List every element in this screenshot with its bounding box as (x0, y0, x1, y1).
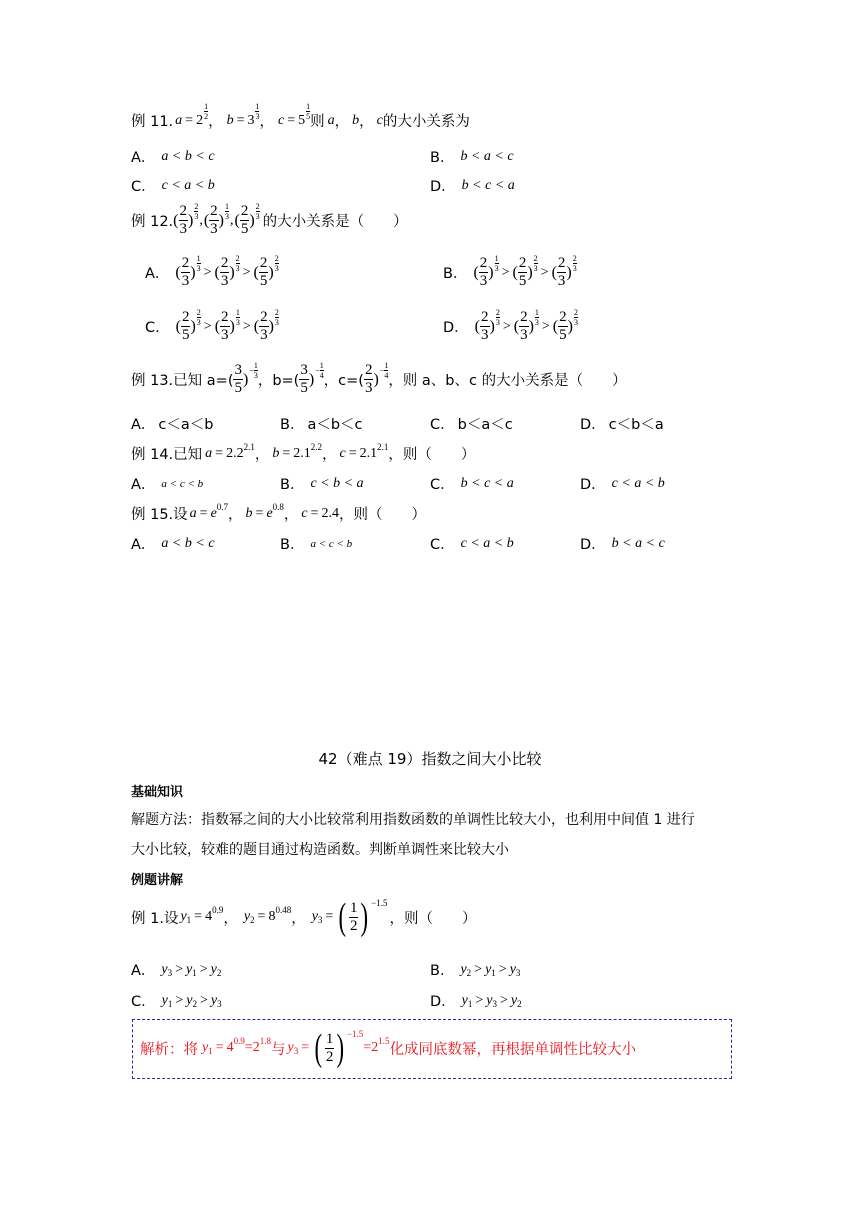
option-letter: B． (280, 477, 305, 493)
option-expr: b < c < a (461, 177, 515, 193)
c-exponent: − $\frac{1}{4}$ (379, 360, 389, 380)
separator: > (501, 264, 510, 280)
option-expr: a < c < b (310, 537, 353, 550)
var-y: y (510, 992, 518, 1008)
ex15-pre: 设 (173, 507, 188, 523)
option-letter: D． (580, 417, 606, 433)
var-y: y (180, 909, 187, 924)
ex11-option-c[interactable] (131, 175, 215, 196)
separator: > (175, 961, 184, 977)
var-y: y (243, 909, 251, 924)
separator: > (199, 992, 208, 1008)
ex12-stem (131, 201, 408, 237)
separator: > (199, 961, 208, 977)
option-letter: A． (131, 537, 156, 553)
option-letter: B． (280, 537, 305, 553)
ex12-stem-terms (173, 201, 260, 237)
c-exponent: $\frac{1}{5}$ (306, 101, 311, 121)
var-y: y (202, 1040, 209, 1055)
option-expr: c＜b＜a (608, 417, 664, 433)
option-letter: D． (443, 320, 469, 336)
ex1-stem: 例 1. 设 y $_1$ = 4 0.9 ， y $_2$ = 8 0.48 ， y $_3$ = ( $\frac{1}{2}$ ) −1.5 ，则（ ） (131, 896, 477, 938)
option-letter: C． (430, 477, 455, 493)
ex15-option-d[interactable] (580, 533, 665, 554)
option-letter: C． (145, 320, 170, 336)
y1-base: 4 (205, 909, 213, 924)
c-exponent: 2.1 (377, 441, 389, 452)
equals-sign: = (287, 112, 296, 128)
ex15-option-c[interactable] (430, 533, 514, 554)
ex14-pre: 已知 (173, 447, 203, 463)
ex13-b-pre: ，b=( (257, 373, 300, 389)
ex12-option-c[interactable] (145, 307, 279, 343)
separator: > (540, 264, 549, 280)
option-expr: a＜b＜c (307, 417, 363, 433)
option-letter: B． (443, 266, 468, 282)
a-exponent: 0.7 (216, 501, 229, 512)
var-y: y (186, 961, 193, 977)
power-term: ( $\frac{2}{3}$ ) $\frac{1}{3}$ (175, 253, 201, 289)
option-letter: D． (580, 477, 606, 493)
separator: > (242, 264, 251, 280)
var-a: a (327, 112, 335, 128)
basics-heading: 基础知识 (131, 785, 184, 800)
b-exponent: $\frac{1}{3}$ (255, 101, 260, 121)
option-expr: c < a < b (460, 535, 514, 551)
option-letter: D． (430, 994, 456, 1010)
var-y: y (311, 909, 318, 924)
option-letter: B． (430, 150, 455, 166)
analysis-text: 解析：将 y $_1$ = 4 0.9 =2 1.8 与 y $_3$ = ( $\frac{1}{2}$ ) −1.5 =2 1.5 化成同底数幂，再根据单调性比较大小 (140, 1027, 636, 1069)
ex1-option-d[interactable]: D． y $_1$ > y $_3$ > y $_2$ (430, 990, 522, 1011)
ex12-label: 例 12. (131, 214, 174, 230)
power-term: ( $\frac{2}{3}$ ) $\frac{2}{3}$ (253, 307, 279, 343)
power-term: ( $\frac{2}{3}$ ) $\frac{2}{3}$ (551, 253, 577, 289)
c-base: 5 (298, 112, 306, 128)
var-b: b (272, 445, 280, 461)
power-term: ( $\frac{2}{3}$ ) $\frac{2}{3}$ (173, 201, 199, 237)
ex1-tail: ，则（ ） (389, 910, 477, 927)
ex15-label: 例 15. (131, 507, 174, 523)
method-line-2: 大小比较，较难的题目通过构造函数。判断单调性来比较大小 (131, 842, 509, 858)
ex11-option-d[interactable] (430, 175, 515, 196)
power-term: ( $\frac{2}{3}$ ) $\frac{1}{3}$ (513, 307, 539, 343)
option-letter: A． (131, 417, 156, 433)
option-expr: a < b < c (161, 148, 215, 164)
option-letter: A． (131, 963, 156, 979)
option-expr (474, 307, 578, 343)
option-expr: b < c < a (460, 475, 514, 491)
ex14-option-d[interactable] (580, 473, 665, 494)
ex1-option-a[interactable]: A． y $_3$ > y $_1$ > y $_2$ (131, 959, 221, 980)
b-base: 2.1 (293, 445, 311, 461)
power-term: ( $\frac{2}{3}$ ) $\frac{1}{3}$ (214, 307, 240, 343)
ex13-a-pre: 已知 a=( (173, 373, 234, 389)
var-y: y (460, 961, 467, 977)
option-expr: a < b < c (161, 535, 215, 551)
section-title: 42（难点 19）指数之间大小比较 (318, 750, 542, 768)
var-y: y (486, 992, 493, 1008)
ex13-label: 例 13. (131, 373, 174, 389)
var-y: y (186, 992, 193, 1008)
a-base: 2 (196, 112, 204, 128)
y1-exponent: 0.9 (212, 905, 224, 915)
option-expr: c < a < b (161, 177, 215, 193)
power-term: ( $\frac{2}{5}$ ) $\frac{2}{3}$ (175, 307, 201, 343)
power-term: ( $\frac{2}{3}$ ) $\frac{1}{3}$ (203, 201, 229, 237)
var-a: a (175, 112, 183, 128)
ex13-option-b[interactable] (280, 413, 363, 434)
var-y: y (210, 992, 218, 1008)
option-letter: B． (280, 417, 305, 433)
power-term: ( $\frac{2}{5}$ ) $\frac{2}{3}$ (253, 253, 279, 289)
ex14-tail: ，则（ ） (388, 447, 476, 463)
option-expr: c < b < a (310, 475, 364, 491)
ex11-label: 例 11. (131, 114, 174, 130)
option-letter: B． (430, 963, 455, 979)
power-term: ( $\frac{2}{3}$ ) $\frac{2}{3}$ (214, 253, 240, 289)
b-exponent: 2.2 (310, 441, 322, 452)
var-y: y (461, 992, 468, 1008)
var-y: y (161, 992, 168, 1008)
y3-result: =2 (363, 1040, 379, 1055)
option-letter: C． (131, 179, 156, 195)
option-letter: A． (131, 477, 156, 493)
var-b: b (245, 505, 253, 521)
c-value: 2.4 (321, 505, 340, 521)
ex15-option-b[interactable] (280, 533, 352, 554)
option-expr: b＜a＜c (457, 417, 513, 433)
analysis-prefix: 解析：将 (140, 1041, 198, 1058)
var-c: c (376, 112, 383, 128)
equals-sign: = (236, 112, 245, 128)
power-term: ( $\frac{2}{3}$ ) $\frac{2}{3}$ (474, 307, 500, 343)
y1-result: =2 (244, 1040, 260, 1055)
ex13-tail: ，则 a、b、c 的大小关系是（ ） (388, 373, 627, 389)
ex1-pre: 设 (163, 910, 179, 927)
y3-exponent: −1.5 (371, 898, 388, 908)
option-expr (473, 253, 577, 289)
ex13-stem: 例 13. 已知 a=( $\frac{3}{5}$ ) − $\frac{1}{3}$ ，b=( $\frac{3}{5}$ ) − $\frac{1}{4}$ ，c=( $\frac{2}{3}$ ) − $\frac{1}{4}$ ，则 a、b、c 的大小关系是（ ） (131, 360, 627, 396)
c-fraction: $\frac{2}{3}$ (364, 362, 373, 396)
a-base: e (210, 505, 217, 521)
b-base: 3 (247, 112, 255, 128)
ex1-label: 例 1. (131, 910, 164, 927)
option-expr: c < a < b (611, 475, 665, 491)
var-c: c (277, 112, 285, 128)
c-base: 2.1 (359, 445, 378, 461)
comma: ， (359, 114, 374, 130)
ex14-stem: 例 14. 已知 a = 2.2 2.1 ， b = 2.1 2.2 ， c = 2.1 2.1 ，则（ ） (131, 441, 476, 463)
half-fraction: $\frac{1}{2}$ (349, 899, 358, 934)
examples-heading: 例题讲解 (131, 873, 184, 888)
separator: > (502, 318, 511, 334)
option-expr: a < c < b (161, 477, 204, 490)
option-letter: C． (131, 994, 156, 1010)
option-letter: C． (430, 537, 455, 553)
ex14-option-b[interactable] (280, 473, 364, 494)
ex15-option-a[interactable] (131, 533, 215, 554)
ex13-c-pre: ，c=( (323, 373, 364, 389)
ze-text: 则 (310, 114, 325, 130)
b-fraction: $\frac{3}{5}$ (300, 362, 308, 396)
var-y: y (509, 961, 516, 977)
var-y: y (485, 961, 492, 977)
ex15-tail: ，则（ ） (339, 507, 427, 523)
var-c: c (301, 505, 308, 521)
ex1-option-b[interactable]: B． y $_2$ > y $_1$ > y $_3$ (430, 959, 520, 980)
var-y: y (161, 961, 168, 977)
b-exponent: − $\frac{1}{4}$ (315, 360, 324, 380)
analysis-mid: 与 (271, 1041, 286, 1058)
option-expr: b < a < c (611, 535, 665, 551)
power-term: ( $\frac{2}{5}$ ) $\frac{2}{3}$ (512, 253, 538, 289)
b-exponent: 0.8 (272, 501, 284, 512)
y2-base: 8 (268, 909, 276, 924)
separator: > (203, 264, 212, 280)
comma: ， (334, 114, 350, 130)
option-letter: C． (430, 417, 455, 433)
ex14-option-a[interactable] (131, 473, 203, 494)
b-base: e (266, 505, 273, 521)
a-exponent: − $\frac{1}{3}$ (249, 360, 258, 380)
separator: > (175, 992, 184, 1008)
separator: > (498, 961, 507, 977)
separator: > (500, 992, 508, 1008)
ex13-option-c[interactable] (430, 413, 513, 434)
equals-sign: = (185, 112, 194, 128)
option-letter: D． (580, 537, 606, 553)
var-b: b (226, 112, 234, 128)
var-a: a (205, 445, 213, 461)
ex11-option-b[interactable] (430, 146, 514, 167)
separator: > (203, 318, 212, 334)
var-a: a (189, 505, 197, 521)
separator: > (541, 318, 550, 334)
var-y: y (210, 961, 217, 977)
ex12-option-d[interactable] (443, 307, 578, 343)
ex13-option-a[interactable] (131, 413, 213, 434)
option-letter: A． (131, 150, 156, 166)
option-expr (175, 307, 279, 343)
var-c: c (339, 445, 346, 461)
ex1-option-c[interactable]: C． y $_1$ > y $_2$ > y $_3$ (131, 990, 222, 1011)
a-fraction: $\frac{3}{5}$ (234, 362, 242, 396)
ex11-tail: 的大小关系为 (382, 114, 470, 130)
power-term: ( $\frac{2}{5}$ ) $\frac{2}{3}$ (234, 201, 260, 237)
ex12-tail: 的大小关系是（ ） (262, 214, 408, 230)
comma: ， (208, 114, 223, 130)
ex14-label: 例 14. (131, 447, 174, 463)
comma: ， (259, 114, 274, 130)
separator: , (229, 212, 234, 228)
a-base: 2.2 (226, 445, 244, 461)
var-b: b (352, 112, 360, 128)
separator: > (474, 961, 483, 977)
option-expr: c＜a＜b (158, 417, 214, 433)
option-letter: D． (430, 179, 456, 195)
analysis-suffix: 化成同底数幂，再根据单调性比较大小 (389, 1041, 636, 1058)
method-line-1: 解题方法：指数幂之间的大小比较常利用指数函数的单调性比较大小，也利用中间值 1 进行 (131, 812, 695, 828)
power-term: ( $\frac{2}{3}$ ) $\frac{1}{3}$ (473, 253, 499, 289)
ex11-stem (131, 101, 470, 131)
option-expr (175, 253, 279, 289)
a-exponent: 2.1 (243, 441, 255, 452)
option-expr: b < a < c (460, 148, 514, 164)
ex15-stem: 例 15. 设 a = e 0.7 ， b = e 0.8 ， c = 2.4 ，则（ ） (131, 501, 427, 523)
ex12-option-a[interactable] (145, 253, 279, 289)
ex13-option-d[interactable] (580, 413, 664, 434)
ex11-option-a[interactable] (131, 146, 215, 167)
ex14-option-c[interactable] (430, 473, 514, 494)
separator: > (242, 318, 251, 334)
a-exponent: $\frac{1}{2}$ (204, 101, 209, 121)
separator: > (475, 992, 484, 1008)
y2-exponent: 0.48 (275, 905, 292, 915)
option-letter: A． (145, 266, 170, 282)
ex12-option-b[interactable] (443, 253, 577, 289)
power-term: ( $\frac{2}{5}$ ) $\frac{2}{3}$ (552, 307, 578, 343)
separator: , (199, 212, 203, 228)
